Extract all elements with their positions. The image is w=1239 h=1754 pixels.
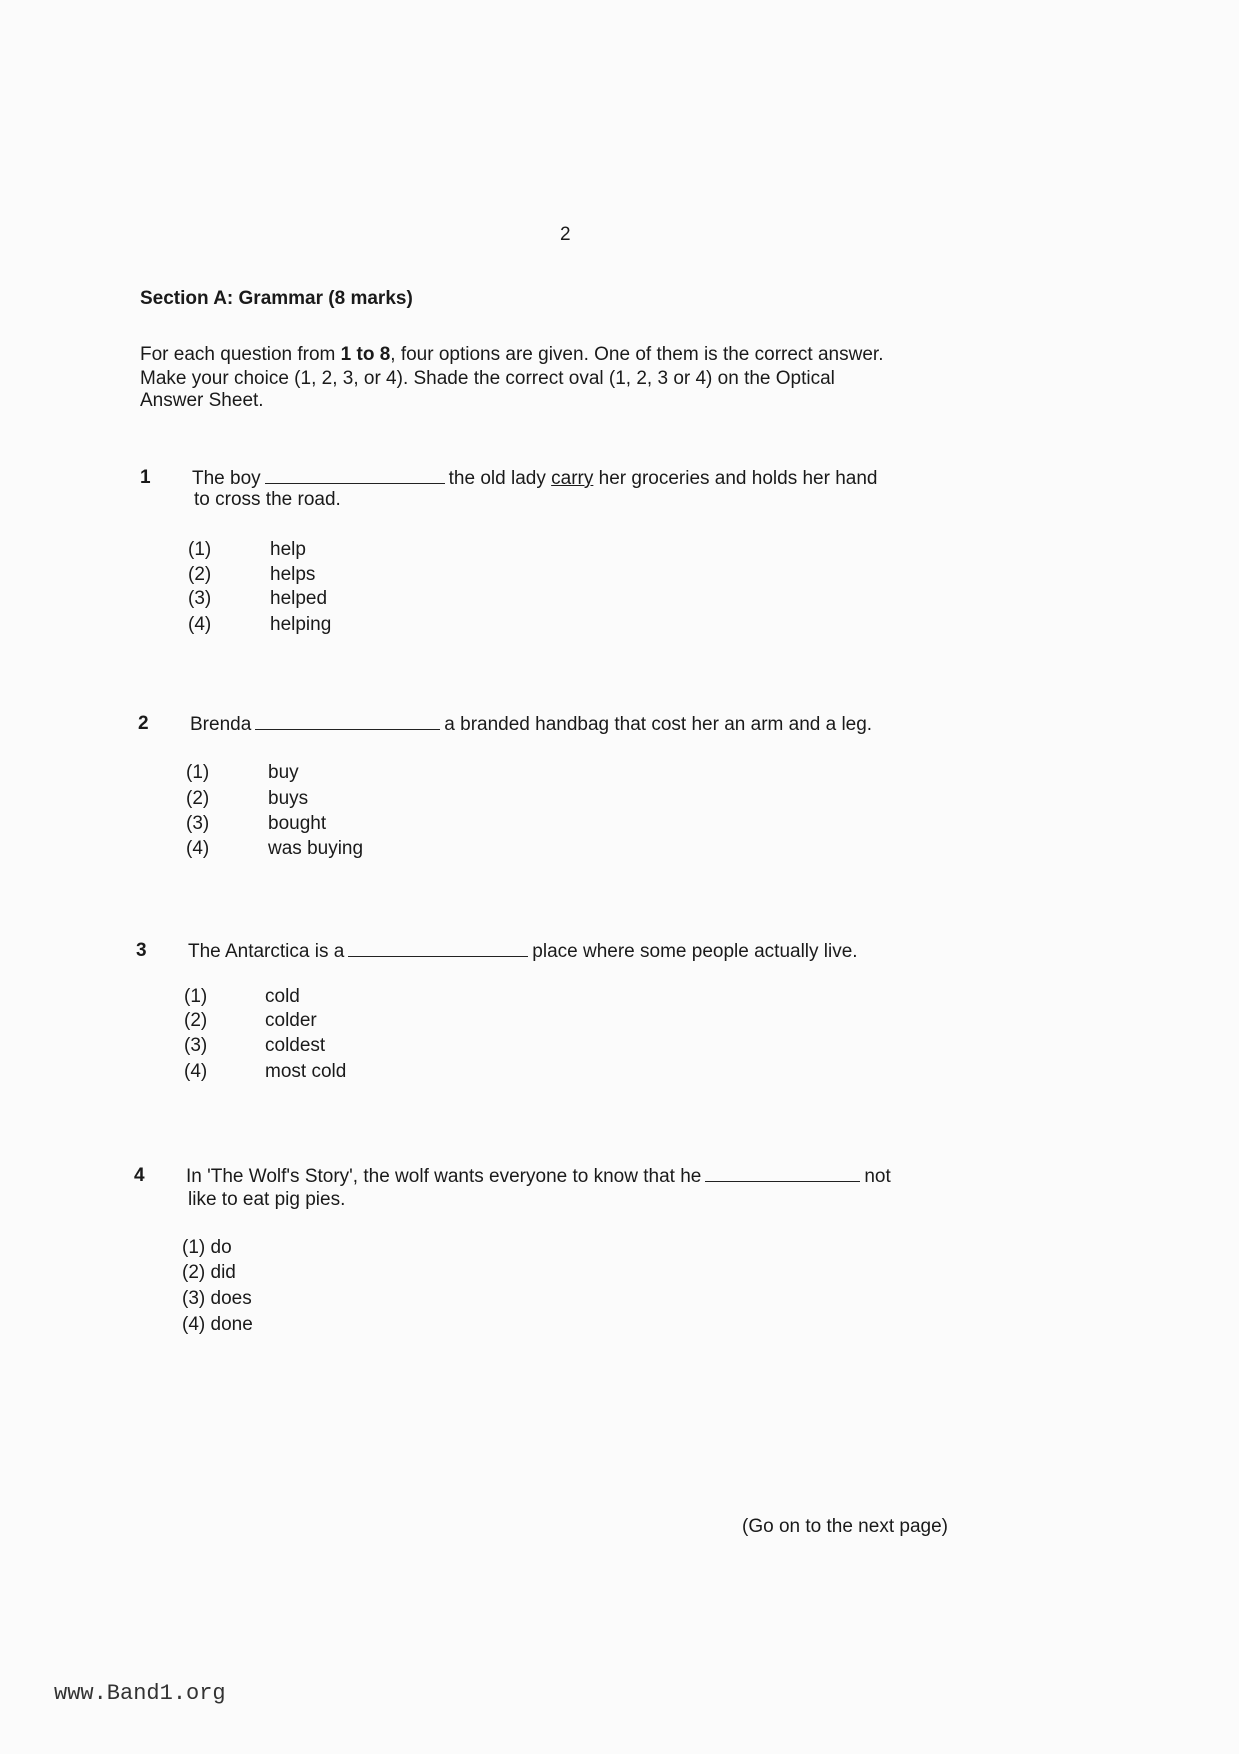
instr-text: , four options are given. One of them is the correct answer. (390, 344, 884, 365)
answer-blank (705, 1165, 860, 1182)
option-text: buys (268, 788, 309, 809)
option-text: helped (270, 588, 328, 609)
option-number: (1) (184, 986, 208, 1007)
instr-line3: Answer Sheet. (140, 390, 264, 411)
stem-line2: like to eat pig pies. (188, 1189, 346, 1210)
option-text: bought (268, 813, 327, 834)
option-text: was buying (268, 838, 364, 859)
stem: her groceries and holds her hand (593, 468, 878, 489)
stem-line2: to cross the road. (194, 489, 341, 510)
option-number: (4) (188, 614, 212, 635)
option-text: most cold (265, 1061, 347, 1082)
stem: not (864, 1166, 891, 1187)
answer-blank (265, 467, 445, 484)
option: (2) did (182, 1262, 236, 1283)
question-number: 4 (134, 1165, 145, 1186)
stem: Brenda (190, 714, 252, 735)
option-text: colder (265, 1010, 317, 1031)
question-number: 1 (140, 467, 151, 488)
answer-blank (255, 713, 440, 730)
option-text: cold (265, 986, 300, 1007)
option-number: (4) (186, 838, 210, 859)
instr-bold: 1 to 8 (340, 344, 391, 365)
option-number: (3) (188, 588, 212, 609)
instr-text: For each question from (140, 344, 341, 365)
page-number: 2 (560, 224, 571, 245)
option: (4) done (182, 1314, 253, 1335)
option-text: coldest (265, 1035, 326, 1056)
stem: The Antarctica is a (188, 941, 345, 962)
option-text: help (270, 539, 306, 560)
option-number: (2) (184, 1010, 208, 1031)
stem: In 'The Wolf's Story', the wolf wants everyone to know that he (186, 1166, 702, 1187)
option-number: (2) (186, 788, 210, 809)
option-text: helping (270, 614, 332, 635)
option-number: (3) (186, 813, 210, 834)
instr-line2: Make your choice (1, 2, 3, or 4). Shade the correct oval (1, 2, 3 or 4) on the Optical (140, 368, 835, 389)
stem: The boy (192, 468, 261, 489)
section-title: Section A: Grammar (8 marks) (140, 288, 413, 309)
option-number: (4) (184, 1061, 208, 1082)
option-number: (1) (186, 762, 210, 783)
option: (1) do (182, 1237, 232, 1258)
stem: the old lady (448, 468, 552, 489)
option-text: helps (270, 564, 316, 585)
watermark: www.Band1.org (54, 1681, 226, 1706)
option-text: buy (268, 762, 299, 783)
stem-underlined: carry (551, 468, 594, 489)
option-number: (1) (188, 539, 212, 560)
stem: place where some people actually live. (532, 941, 858, 962)
option-number: (2) (188, 564, 212, 585)
question-number: 2 (138, 713, 149, 734)
go-on-note: (Go on to the next page) (742, 1516, 948, 1537)
question-number: 3 (136, 940, 147, 961)
stem: a branded handbag that cost her an arm and a leg. (444, 714, 873, 735)
option-number: (3) (184, 1035, 208, 1056)
answer-blank (348, 940, 528, 957)
option: (3) does (182, 1288, 252, 1309)
